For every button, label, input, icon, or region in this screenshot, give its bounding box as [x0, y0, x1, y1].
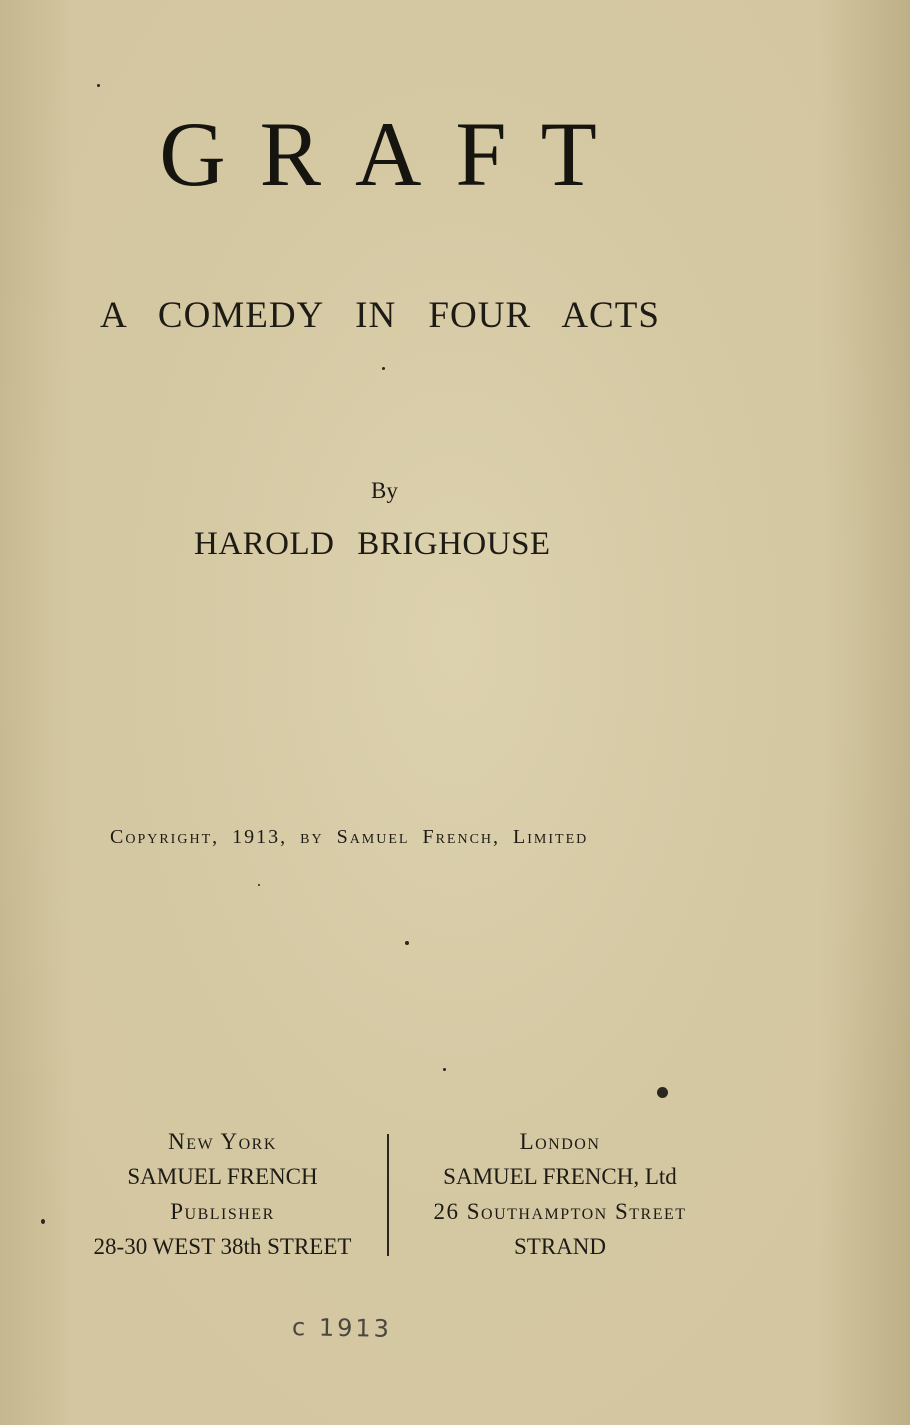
imprint-district: STRAND [513, 1234, 606, 1259]
imprint-publisher: SAMUEL FRENCH, Ltd [443, 1164, 677, 1189]
imprint-new-york [60, 1124, 385, 1264]
paper-speck [443, 1068, 446, 1071]
copyright-notice: Copyright, 1913, by Samuel French, Limited [110, 826, 589, 848]
paper-speck [41, 1219, 45, 1224]
publisher-imprint [60, 1124, 740, 1264]
book-subtitle: A COMEDY IN FOUR ACTS [100, 295, 660, 336]
book-title: GRAFT [159, 103, 631, 205]
paper-speck [97, 84, 100, 87]
paper-speck [258, 884, 260, 886]
byline-by: By [371, 478, 398, 503]
paper-speck [657, 1087, 668, 1098]
author-name: HAROLD BRIGHOUSE [194, 526, 551, 562]
imprint-role: Publisher [170, 1199, 275, 1224]
imprint-address: 26 Southampton Street [433, 1199, 687, 1224]
handwritten-date-note: c 1913 [291, 1313, 393, 1343]
imprint-publisher: SAMUEL FRENCH [127, 1164, 318, 1189]
imprint-city: London [519, 1129, 601, 1154]
paper-speck [405, 941, 409, 945]
imprint-divider [387, 1134, 389, 1256]
imprint-city: New York [168, 1129, 277, 1154]
imprint-address: 28-30 WEST 38th STREET [93, 1234, 352, 1259]
imprint-london [395, 1124, 725, 1264]
paper-speck [382, 367, 385, 370]
